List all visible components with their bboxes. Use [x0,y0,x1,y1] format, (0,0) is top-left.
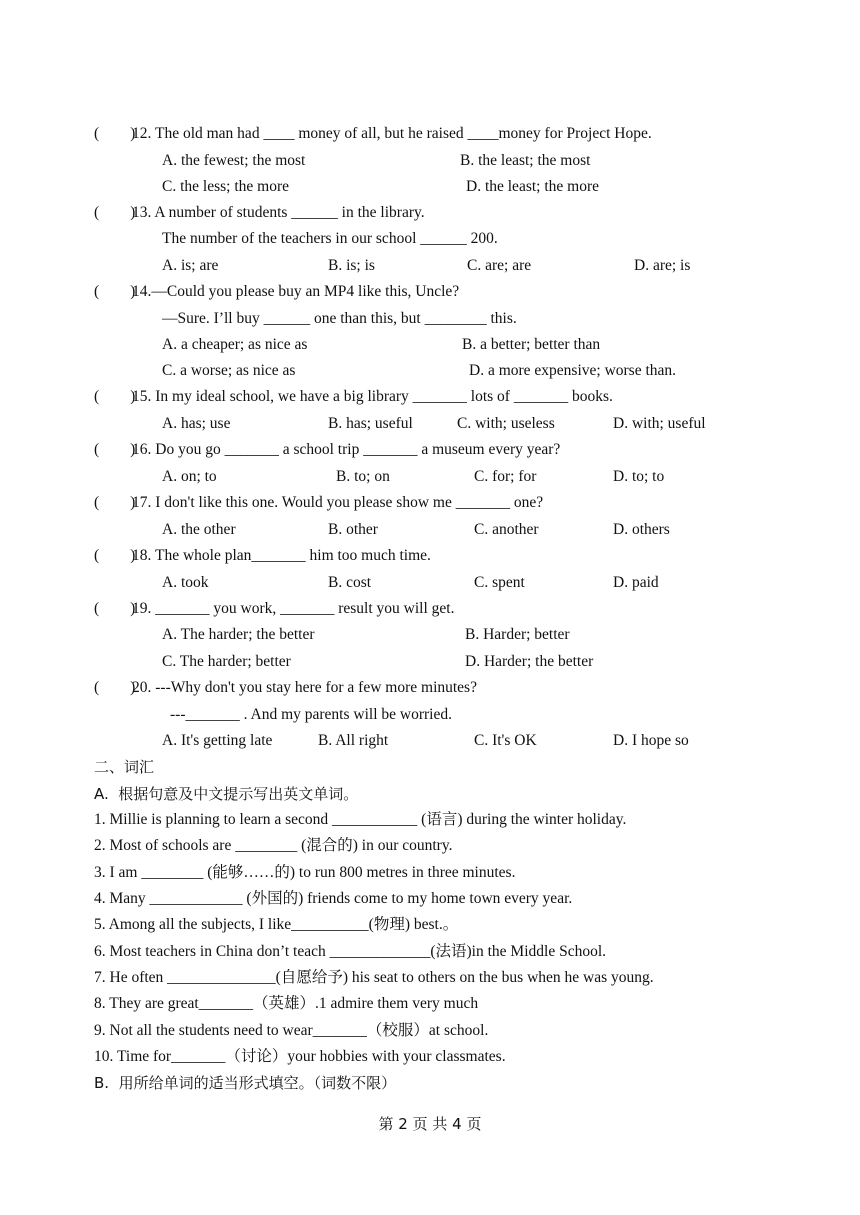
option-c: C. It's OK [474,732,537,749]
question-14-stem-2: —Sure. I’ll buy ______ one than this, but ________ this. [162,310,517,327]
vocab-item-7: 7. He often ______________(自愿给予) his seat to others on the bus when he was young. [94,969,654,986]
answer-blank: ( ) [94,600,136,617]
vocab-item-1: 1. Millie is planning to learn a second ___________ (语言) during the winter holiday. [94,811,627,828]
question-15-stem: 15. In my ideal school, we have a big library _______ lots of _______ books. [132,388,613,405]
option-d: D. I hope so [613,732,689,749]
option-c: C. The harder; better [162,653,291,670]
option-a: A. on; to [162,468,217,485]
option-c: C. spent [474,574,525,591]
vocab-item-5: 5. Among all the subjects, I like__________(物理) best.。 [94,916,459,933]
option-d: D. others [613,521,670,538]
option-d: D. paid [613,574,659,591]
option-b: B. is; is [328,257,375,274]
option-b: B. the least; the most [460,152,591,169]
option-d: D. the least; the more [466,178,599,195]
option-b: B. other [328,521,378,538]
question-20-stem-2: ---_______ . And my parents will be worried. [170,706,452,723]
answer-blank: ( ) [94,388,136,405]
question-19-stem: 19. _______ you work, _______ result you will get. [132,600,455,617]
option-a: A. a cheaper; as nice as [162,336,308,353]
option-c: C. are; are [467,257,532,274]
option-c: C. the less; the more [162,178,289,195]
option-a: A. It's getting late [162,732,273,749]
vocab-item-9: 9. Not all the students need to wear_______（校服）at school. [94,1022,489,1039]
answer-blank: ( ) [94,679,136,696]
answer-blank: ( ) [94,494,136,511]
option-b: B. All right [318,732,389,749]
question-12-stem: 12. The old man had ____ money of all, but he raised ____money for Project Hope. [132,125,652,142]
option-c: C. a worse; as nice as [162,362,296,379]
answer-blank: ( ) [94,125,136,142]
question-14-stem: 14.—Could you please buy an MP4 like this, Uncle? [132,283,460,300]
question-13-stem: 13. A number of students ______ in the library. [132,204,425,221]
question-16-stem: 16. Do you go _______ a school trip _______ a museum every year? [132,441,561,458]
vocab-item-8: 8. They are great_______（英雄）.1 admire them very much [94,995,479,1012]
option-b: B. to; on [336,468,390,485]
option-b: B. has; useful [328,415,413,432]
vocab-item-4: 4. Many ____________ (外国的) friends come to my home town every year. [94,890,573,907]
question-20-stem: 20. ---Why don't you stay here for a few more minutes? [132,679,477,696]
option-d: D. are; is [634,257,691,274]
answer-blank: ( ) [94,283,136,300]
option-a: A. The harder; the better [162,626,315,643]
option-d: D. Harder; the better [465,653,594,670]
answer-blank: ( ) [94,547,136,564]
option-b: B. cost [328,574,372,591]
answer-blank: ( ) [94,441,136,458]
part-a-instruction: A. 根据句意及中文提示写出英文单词。 [94,785,359,803]
vocab-item-3: 3. I am ________ (能够……的) to run 800 metres in three minutes. [94,864,516,881]
vocab-item-2: 2. Most of schools are ________ (混合的) in our country. [94,837,453,854]
vocab-item-6: 6. Most teachers in China don’t teach _____________(法语)in the Middle School. [94,943,606,960]
page-footer: 第 2 页 共 4 页 [378,1115,482,1133]
option-d: D. to; to [613,468,665,485]
vocab-item-10: 10. Time for_______（讨论）your hobbies with your classmates. [94,1048,506,1065]
option-d: D. with; useful [613,415,706,432]
option-a: A. the fewest; the most [162,152,306,169]
part-b-instruction: B. 用所给单词的适当形式填空。（词数不限） [94,1074,397,1092]
option-b: B. a better; better than [462,336,601,353]
question-17-stem: 17. I don't like this one. Would you please show me _______ one? [132,494,544,511]
option-a: A. the other [162,521,236,538]
option-c: C. for; for [474,468,537,485]
question-18-stem: 18. The whole plan_______ him too much time. [132,547,431,564]
option-c: C. with; useless [457,415,555,432]
question-13-stem-2: The number of the teachers in our school ______ 200. [162,230,498,247]
answer-blank: ( ) [94,204,136,221]
option-a: A. has; use [162,415,231,432]
section-heading: 二、词汇 [94,758,155,776]
option-b: B. Harder; better [465,626,570,643]
option-c: C. another [474,521,539,538]
option-d: D. a more expensive; worse than. [469,362,677,379]
option-a: A. took [162,574,209,591]
option-a: A. is; are [162,257,219,274]
